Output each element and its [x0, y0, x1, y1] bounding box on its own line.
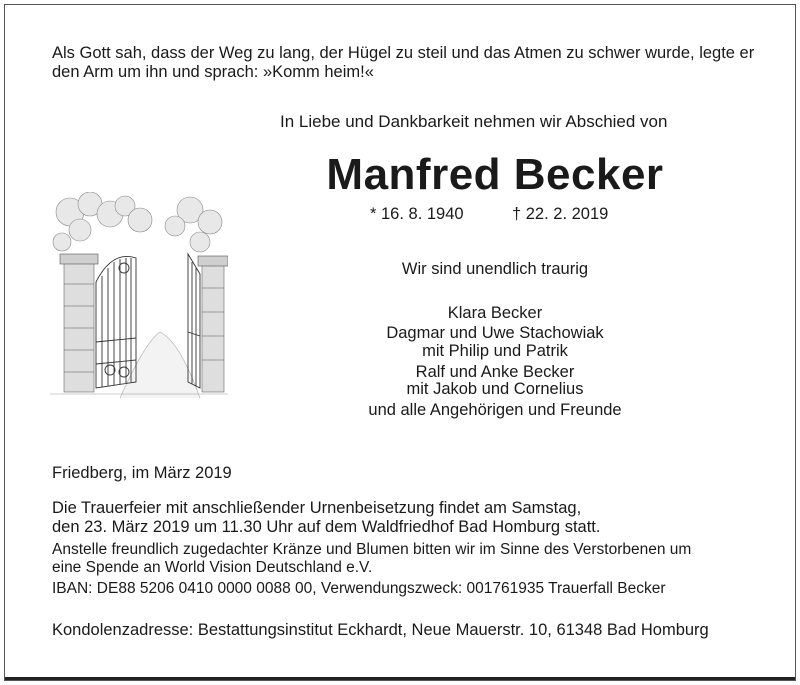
- condolence-address: Kondolenzadresse: Bestattungsinstitut Eckhardt, Neue Mauerstr. 10, 61348 Bad Homburg: [52, 621, 709, 639]
- garden-gate-illustration: [50, 192, 228, 398]
- donation-line-1: Anstelle freundlich zugedachter Kränze und Blumen bitten wir im Sinne des Verstorbenen um: [52, 541, 692, 558]
- verse-line-2: den Arm um ihn und sprach: »Komm heim!«: [52, 63, 374, 81]
- place-date: Friedberg, im März 2019: [52, 464, 232, 482]
- family-line: und alle Angehörigen und Freunde: [368, 401, 622, 419]
- verse-line-1: Als Gott sah, dass der Weg zu lang, der Hügel zu steil und das Atmen zu schwer wurde, legte er: [52, 44, 755, 62]
- donation-line-2: eine Spende an World Vision Deutschland e.V.: [52, 559, 373, 576]
- family-line: Ralf und Anke Becker: [415, 363, 575, 381]
- verse: [52, 44, 754, 82]
- family-line: Klara Becker: [447, 304, 543, 322]
- birth-date: * 16. 8. 1940: [370, 205, 464, 223]
- ceremony-line-1: Die Trauerfeier mit anschließender Urnenbeisetzung findet am Samstag,: [52, 499, 582, 517]
- deceased-name: Manfred Becker: [326, 150, 664, 199]
- family-line: Dagmar und Uwe Stachowiak: [386, 324, 604, 342]
- family-line: mit Jakob und Cornelius: [406, 380, 584, 398]
- ceremony-line-2: den 23. März 2019 um 11.30 Uhr auf dem Waldfriedhof Bad Homburg statt.: [52, 518, 601, 536]
- ceremony-info: [52, 499, 600, 537]
- intro-text: In Liebe und Dankbarkeit nehmen wir Abschied von: [280, 112, 668, 131]
- death-date: † 22. 2. 2019: [512, 205, 609, 223]
- family-line: mit Philip und Patrik: [422, 342, 568, 360]
- mourning-line: Wir sind unendlich traurig: [401, 260, 589, 278]
- donation-info: [52, 541, 691, 577]
- iban-line: IBAN: DE88 5206 0410 0000 0088 00, Verwendungszweck: 001761935 Trauerfall Becker: [52, 580, 666, 597]
